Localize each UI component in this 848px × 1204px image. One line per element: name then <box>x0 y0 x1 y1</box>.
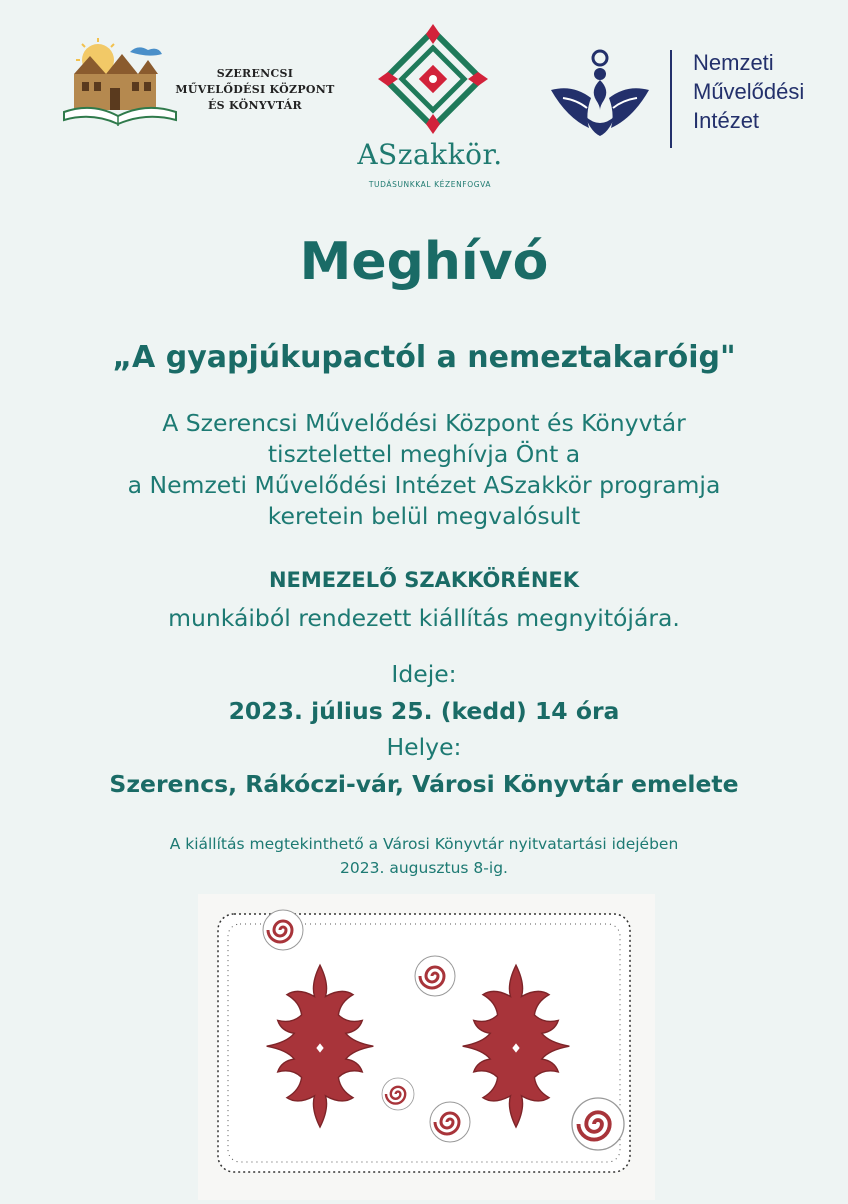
nmi-ornament-logo <box>545 46 655 138</box>
event-subtitle: „A gyapjúkupactól a nemeztakaróig" <box>112 340 736 375</box>
right-org-line: Intézet <box>693 108 760 133</box>
body-line: a Nemzeti Művelődési Intézet ASzakkör programja <box>127 471 721 499</box>
szerencsi-org-name <box>175 66 335 114</box>
nmi-org-name <box>693 48 833 135</box>
invitation-body <box>0 408 848 532</box>
time-label: Ideje: <box>391 660 457 688</box>
body-line: keretein belül megvalósult <box>267 502 581 530</box>
opening-hours-note <box>0 832 848 880</box>
event-date: 2023. július 25. (kedd) 14 óra <box>228 697 620 725</box>
felt-blanket-photo <box>198 894 655 1200</box>
right-org-line: Művelődési <box>693 79 805 104</box>
body-line: A Szerencsi Művelődési Központ és Könyvtár <box>162 409 686 437</box>
left-org-line: MŰVELŐDÉSI KÖZPONT <box>175 83 335 96</box>
page-title: Meghívó <box>299 232 549 292</box>
note-line: 2023. augusztus 8-ig. <box>340 859 508 877</box>
note-line: A kiállítás megtekinthető a Városi Könyvtár nyitvatartási idejében <box>169 835 679 853</box>
left-org-line: ÉS KÖNYVTÁR <box>207 99 302 112</box>
event-place: Szerencs, Rákóczi-vár, Városi Könyvtár emelete <box>109 770 739 798</box>
aszakkor-ornament-logo <box>378 24 488 134</box>
right-org-line: Nemzeti <box>693 50 774 75</box>
aszakkor-brand: ASzakkör. <box>357 138 503 171</box>
place-label: Helye: <box>386 733 462 761</box>
exhibit-line: munkáiból rendezett kiállítás megnyitójára. <box>168 604 680 632</box>
body-line: tisztelettel meghívja Önt a <box>267 440 581 468</box>
workshop-name: NEMEZELŐ SZAKKÖRÉNEK <box>268 568 580 592</box>
left-org-line: SZERENCSI <box>216 67 294 80</box>
logo-divider <box>670 50 672 148</box>
aszakkor-tagline: TUDÁSUNKKAL KÉZENFOGVA <box>368 180 492 189</box>
szerencsi-logo <box>60 38 180 130</box>
